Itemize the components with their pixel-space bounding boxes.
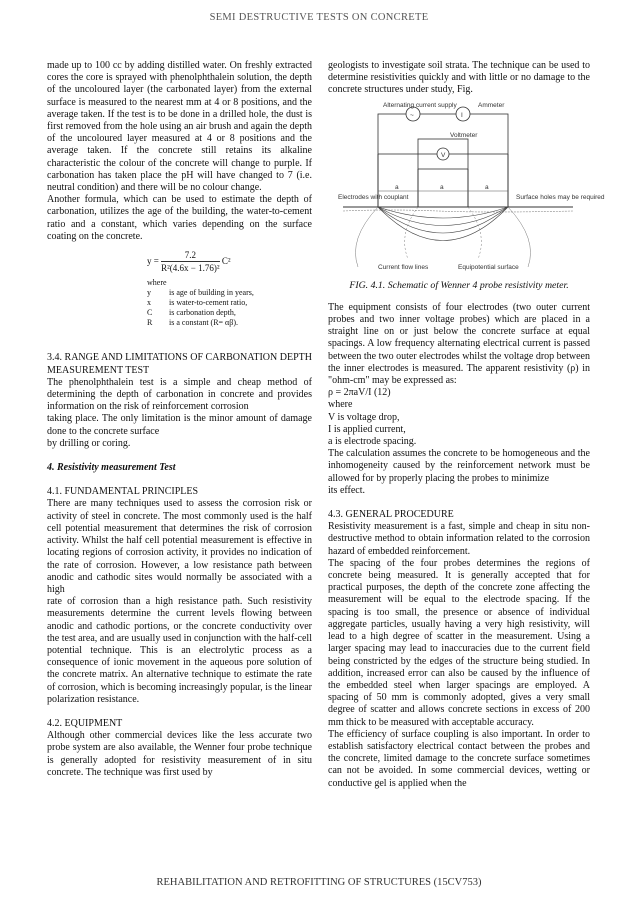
svg-text:Alternating current supply: Alternating current supply	[383, 101, 457, 109]
paragraph: The spacing of the four probes determines the regions of concrete being measured. It is generally accepted that for practical purposes, the depth of the concrete zone affecting the measurement will be equal to the electrode spacing. If the spacing is too small, the presence or absence of individual aggregate particles, usually having a very high resistivity, will lead to a high degree of scatter in the measurement. Using a larger spacing may lead to inaccuracies due to the current field being constricted by the edges of the structure being studied. In addition, increased error can also be caused by the influence of the embedded steel when larger spacings are employed. A spacing of 50 mm is commonly adopted, gives a very small degree of scatter and allows concrete sections in excess of 200 mm thick to be measured with acceptable accuracy.	[328, 557, 590, 728]
svg-text:Surface holes may be required: Surface holes may be required	[516, 193, 605, 201]
running-header: SEMI DESTRUCTIVE TESTS ON CONCRETE	[209, 12, 429, 23]
paragraph: taking place. The only limitation is the minor amount of damage done to the concrete surface	[47, 413, 312, 437]
formula-denominator: R²(4.6x − 1.76)²	[161, 263, 220, 274]
paragraph: geologists to investigate soil strata. The technique can be used to determine resistivities quickly and with little or no damage to the concrete structures under study, Fig.	[328, 60, 590, 96]
left-column	[47, 60, 312, 779]
svg-text:Voltmeter: Voltmeter	[450, 131, 478, 139]
paragraph: made up to 100 cc by adding distilled water. On freshly extracted cores the core is sprayed with phenolphthalein solution, the depth of the uncoloured layer (the carbonated layer) from the external surface is measured to the nearest mm at 4 or 8 positions, and the average taken. If the test is to be done in a drilled hole, the dust is first removed from the hole using an air brush and again the depth of the uncoloured layer measured at 4 or 8 positions and the average taken. If the concrete still retains its alkaline characteristic the colour of the concrete will change to purple. If carbonation has taken place the pH will have changed to 7 (i.e. neutral condition) and there will be no colour change.	[47, 60, 312, 194]
svg-text:a: a	[485, 183, 489, 191]
svg-text:Current flow lines: Current flow lines	[378, 263, 429, 271]
svg-text:a: a	[440, 183, 444, 191]
formula-fraction	[161, 249, 219, 274]
legend-row: x is water-to-cement ratio,	[147, 298, 248, 308]
formula-numerator: 7.2	[161, 249, 219, 262]
legend-line: I is applied current,	[328, 423, 406, 435]
svg-text:Equipotential surface: Equipotential surface	[458, 263, 519, 271]
paragraph: The efficiency of surface coupling is also important. In order to establish satisfactory electrical contact between the probes and the concrete, limited damage to the concrete surface sometimes can not be avoided. In some commercial devices, wetting or conductive gel is applied when the	[328, 728, 590, 789]
svg-text:Ammeter: Ammeter	[478, 101, 505, 109]
svg-text:~: ~	[410, 111, 414, 119]
running-footer: REHABILITATION AND RETROFITTING OF STRUCTURES (15CV753)	[156, 877, 482, 888]
where-label: where	[328, 399, 353, 411]
paragraph: The equipment consists of four electrodes (two outer current probes and two inner voltage probes) which are placed in a straight line on or just below the concrete surface at equal spacings. A low frequency alternating electrical current is passed between the two outer electrodes whilst the voltage drop between the inner electrodes is measured. The apparent resistivity (ρ) in "ohm-cm" may be expressed as:	[328, 301, 590, 387]
formula-rhs: C²	[221, 255, 231, 266]
wenner-schematic	[338, 99, 605, 274]
legend-line: a is electrode spacing.	[328, 436, 417, 448]
legend-row: y is age of building in years,	[147, 288, 254, 298]
svg-text:V: V	[441, 151, 446, 159]
legend-row: R is a constant (R= αβ).	[147, 318, 238, 328]
right-column	[328, 60, 605, 790]
where-label: where	[147, 278, 167, 288]
paragraph: The calculation assumes the concrete to be homogeneous and the inhomogeneity caused by the reinforcement network must be allowed for by properly placing the probes to minimize	[328, 448, 590, 484]
paragraph: There are many techniques used to assess the corrosion risk or activity of steel in concrete. The most commonly used is the half cell potential measurement that determines the risk of corrosion activity. Whilst the half cell potential measurement is effective in locating regions of corrosion activity, it provides no indication of the rate of corrosion. However, a low resistance path between anodic and cathodic sites would normally be associated with a high	[47, 498, 312, 595]
paragraph: The phenolphthalein test is a simple and cheap method of determining the depth of carbonation in concrete and provides information on the risk of reinforcement corrosion	[47, 376, 312, 413]
legend-row: C is carbonation depth,	[147, 308, 236, 318]
carbonation-formula	[147, 249, 312, 274]
subsection-heading: 4.3. GENERAL PROCEDURE	[328, 509, 454, 521]
ammeter-symbol	[456, 107, 470, 121]
paragraph: by drilling or coring.	[47, 437, 131, 449]
figure-caption: FIG. 4.1. Schematic of Wenner 4 probe resistivity meter.	[349, 279, 569, 291]
equation: ρ = 2πaV/I (12)	[328, 387, 391, 399]
svg-text:I: I	[461, 111, 463, 119]
section-heading: 3.4. RANGE AND LIMITATIONS OF CARBONATION DEPTH MEASUREMENT TEST	[47, 352, 312, 376]
formula-lhs: y =	[147, 255, 159, 266]
subsection-heading: 4.1. FUNDAMENTAL PRINCIPLES	[47, 486, 199, 498]
paragraph: Another formula, which can be used to estimate the depth of carbonation, utilizes the age of the building, the water-to-cement ratio and a constant, which varies depending on the surface coating on the concrete.	[47, 194, 312, 242]
wenner-probe-figure	[338, 99, 605, 274]
paragraph: Although other commercial devices like the less accurate two probe system are also available, the Wenner four probe technique is generally adopted for resistivity measurement of in situ concrete. The technique was first used by	[47, 730, 312, 778]
paragraph: Resistivity measurement is a fast, simple and cheap in situ non-destructive method to obtain information related to the corrosion hazard of embedded reinforcement.	[328, 521, 590, 557]
paragraph: its effect.	[328, 484, 366, 496]
legend-line: V is voltage drop,	[328, 411, 400, 423]
svg-text:Electrodes with couplant: Electrodes with couplant	[338, 193, 409, 201]
formula-legend	[147, 278, 312, 328]
paragraph: rate of corrosion than a high resistance path. Such resistivity measurements determine the current levels flowing between anodic and cathodic portions, or the concrete conductivity over the test area, and are usually used in conjunction with the half-cell potential technique. This is an electrolytic process as a consequence of ionic movement in the aqueous pore solution of the concrete matrix. An alternative technique to estimate the rate of corrosion, which is becoming increasingly popular, is the linear polarization resistance.	[47, 596, 312, 705]
svg-text:a: a	[395, 183, 399, 191]
section-heading: 4. Resistivity measurement Test	[47, 462, 176, 474]
subsection-heading: 4.2. EQUIPMENT	[47, 717, 123, 729]
